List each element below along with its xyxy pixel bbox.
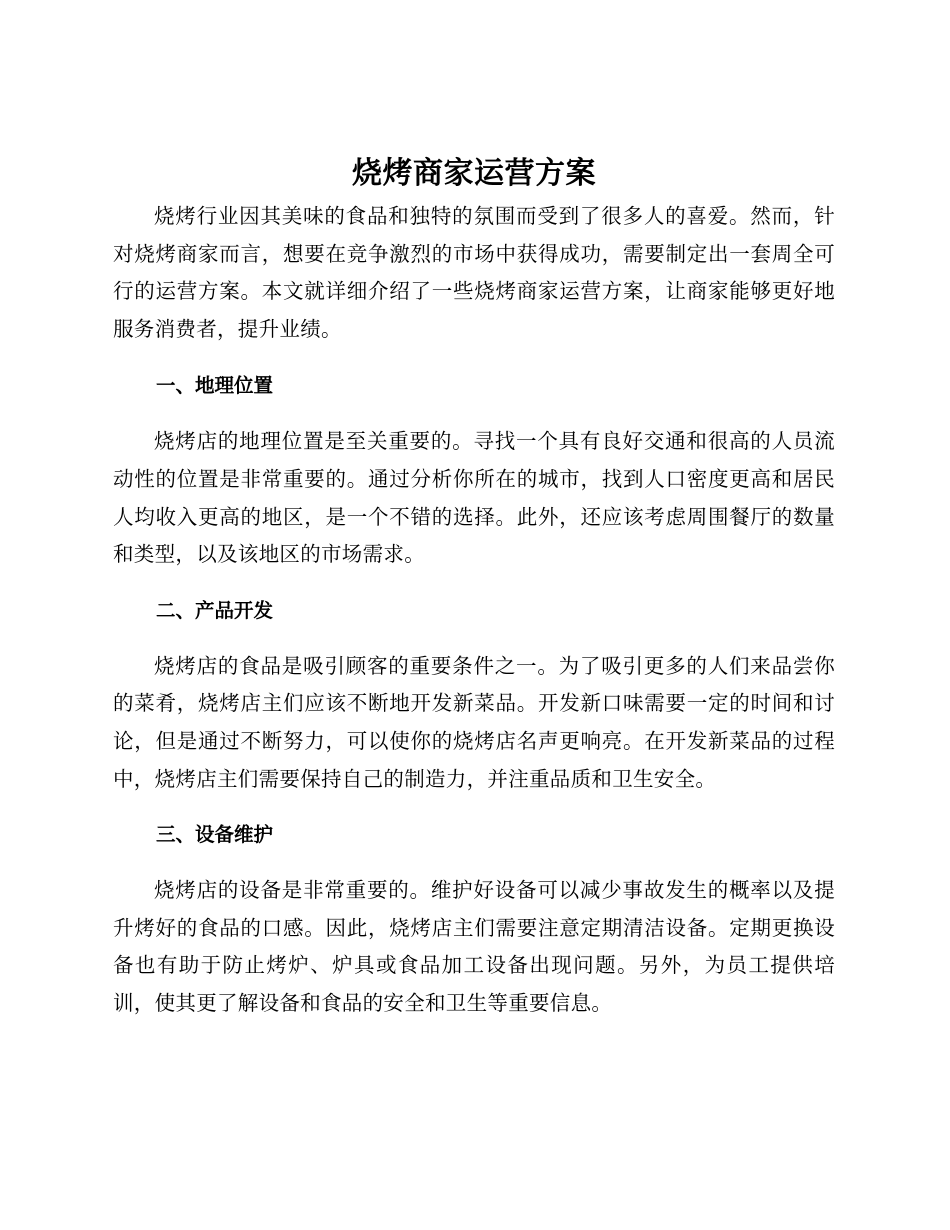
- section-body-location: 烧烤店的地理位置是至关重要的。寻找一个具有良好交通和很高的人员流动性的位置是非常重要的。通过分析你所在的城市，找到人口密度更高和居民人均收入更高的地区，是一个不错的选择。此外，还应该考虑周围餐厅的数量和类型，以及该地区的市场需求。: [113, 429, 835, 567]
- document-title: 烧烤商家运营方案: [352, 156, 596, 191]
- section-body-product: 烧烤店的食品是吸引顾客的重要条件之一。为了吸引更多的人们来品尝你的菜肴，烧烤店主们应该不断地开发新菜品。开发新口味需要一定的时间和讨论，但是通过不断努力，可以使你的烧烤店名声更响亮。在开发新菜品的过程中，烧烤店主们需要保持自己的制造力，并注重品质和卫生安全。: [113, 653, 835, 791]
- document-page: [113, 150, 835, 1023]
- intro-paragraph: 烧烤行业因其美味的食品和独特的氛围而受到了很多人的喜爱。然而，针对烧烤商家而言，想要在竞争激烈的市场中获得成功，需要制定出一套周全可行的运营方案。本文就详细介绍了一些烧烤商家运营方案，让商家能够更好地服务消费者，提升业绩。: [113, 204, 835, 341]
- section-heading-location: 一、地理位置: [156, 374, 274, 398]
- section-heading-equipment: 三、设备维护: [156, 823, 274, 847]
- section-body-equipment: 烧烤店的设备是非常重要的。维护好设备可以减少事故发生的概率以及提升烤好的食品的口感。因此，烧烤店主们需要注意定期清洁设备。定期更换设备也有助于防止烤炉、炉具或食品加工设备出现问题。另外，为员工提供培训，使其更了解设备和食品的安全和卫生等重要信息。: [113, 878, 835, 1015]
- section-heading-product: 二、产品开发: [156, 598, 274, 622]
